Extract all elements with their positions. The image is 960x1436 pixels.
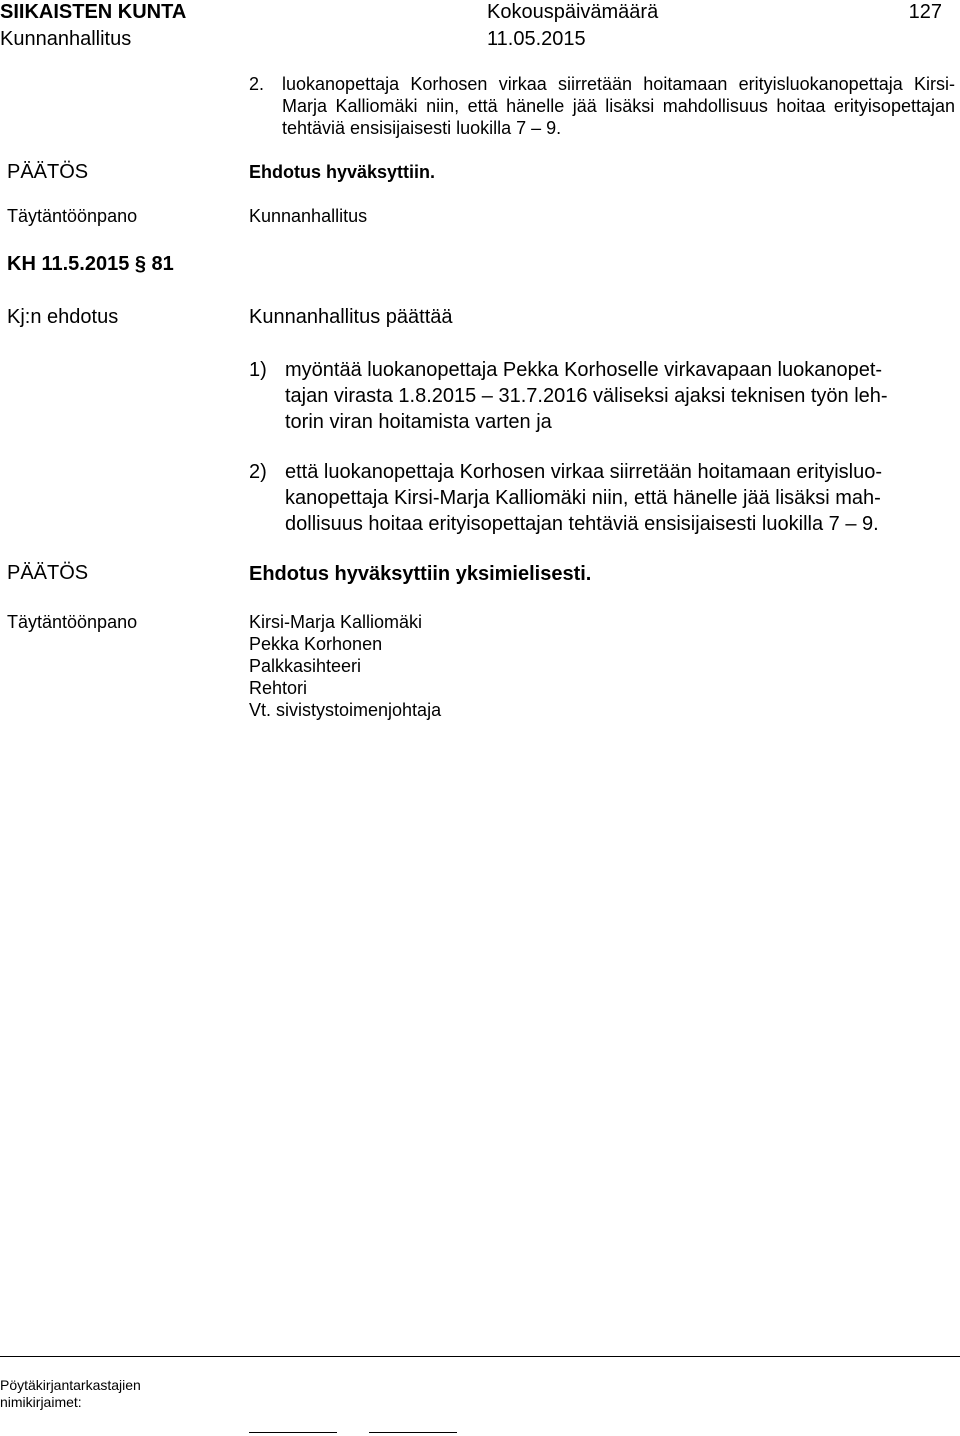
footer-divider [0,1356,960,1357]
initials-label-line2: nimikirjaimet: [0,1394,82,1410]
prev-implementation-text: Kunnanhallitus [249,206,368,226]
meeting-date: 11.05.2015 [487,28,586,50]
proposal-intro: Kunnanhallitus päättää [249,306,453,328]
municipality-name: SIIKAISTEN KUNTA [0,1,187,23]
item1-line: torin viran hoitamista varten ja [285,411,552,433]
item1-line: myöntää luokanopettaja Pekka Korhoselle virkavapaan luokanopet- [285,359,883,381]
item2-number: 2) [249,461,267,483]
recipient: Kirsi-Marja Kalliomäki [249,612,423,632]
prev-decision-label: PÄÄTÖS [7,161,89,183]
item1-line: tajan virasta 1.8.2015 – 31.7.2016 väliseksi ajaksi teknisen työn leh- [285,385,888,407]
page-number: 127 [908,1,942,23]
item2-line: että luokanopettaja Korhosen virkaa siirretään hoitamaan erityisluo- [285,461,883,483]
prev-item-number: 2. [249,74,265,94]
recipient: Pekka Korhonen [249,634,383,654]
meeting-date-label: Kokouspäivämäärä [487,1,659,23]
item2-line: dollisuus hoitaa erityisopettajan tehtäviä ensisijaisesti luokilla 7 – 9. [285,513,879,535]
decision-text: Ehdotus hyväksyttiin yksimielisesti. [249,563,592,585]
proposal-label: Kj:n ehdotus [7,306,119,328]
item1-number: 1) [249,359,267,381]
initials-signature-line [249,1432,337,1433]
recipient: Rehtori [249,678,308,698]
initials-signature-line [369,1432,457,1433]
implementation-label: Täytäntöönpano [7,612,138,632]
recipient: Vt. sivistystoimenjohtaja [249,700,442,720]
prev-implementation-label: Täytäntöönpano [7,206,138,226]
governing-body: Kunnanhallitus [0,28,132,50]
section-heading: KH 11.5.2015 § 81 [7,253,174,275]
initials-label-line1: Pöytäkirjantarkastajien [0,1377,141,1393]
decision-label: PÄÄTÖS [7,562,89,584]
prev-item-text [282,73,955,139]
item2-line: kanopettaja Kirsi-Marja Kalliomäki niin, että hänelle jää lisäksi mah- [285,487,881,509]
prev-item-text-content: luokanopettaja Korhosen virkaa siirretään hoitamaan erityisluokanopettaja Kirsi-Marja Kalliomäki niin, että hänelle jää lisäksi mahdollisuus hoitaa erityisopettajan tehtäviä ensisijaisesti luokilla 7 – 9. [282,74,955,138]
recipient: Palkkasihteeri [249,656,362,676]
prev-decision-text: Ehdotus hyväksyttiin. [249,162,436,182]
